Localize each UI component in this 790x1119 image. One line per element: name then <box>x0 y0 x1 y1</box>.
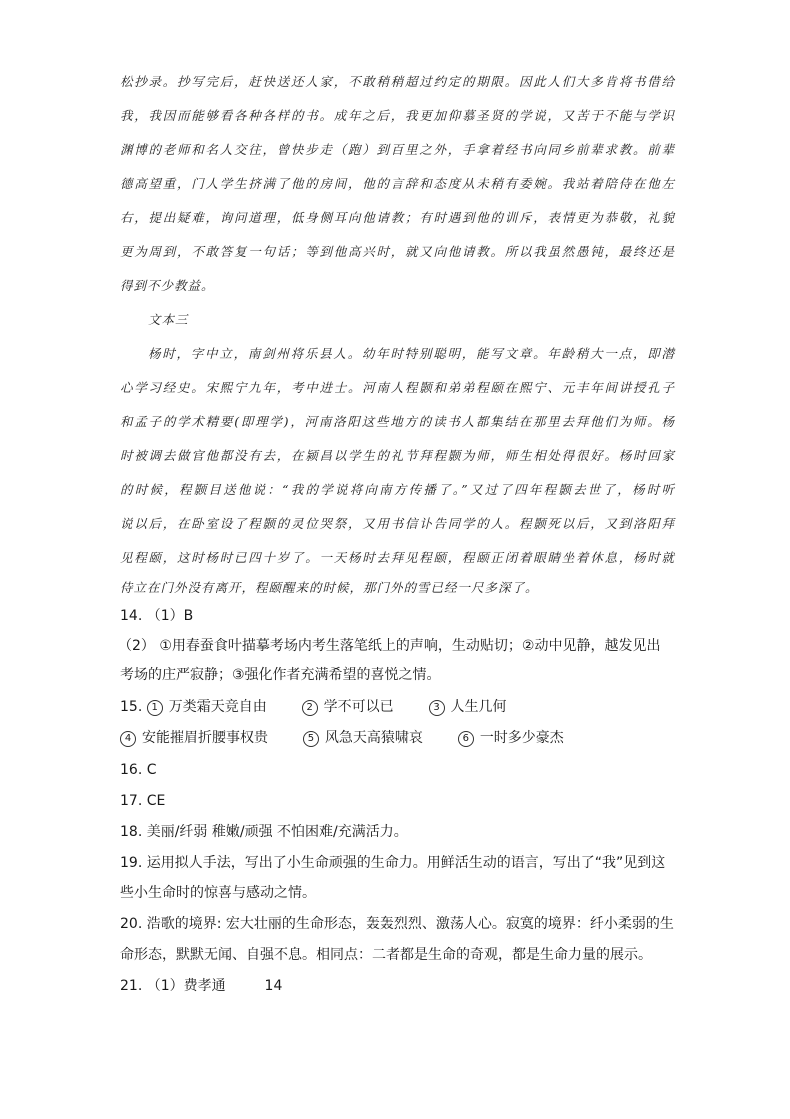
answer-17: 17. CE <box>120 793 166 809</box>
answer-21-label: 21. （1）费孝通 <box>120 978 226 994</box>
answer-14-1: 14. （1）B <box>120 608 194 624</box>
answer-21-number: 14 <box>264 978 283 994</box>
answer-15-item: 安能摧眉折腰事权贵 <box>142 730 268 746</box>
item-number: 3 <box>429 700 445 716</box>
text2-line: 右，提出疑难，询问道理，低身侧耳向他请教；有时遇到他的训斥，表情更为恭敬，礼貌 <box>120 210 675 225</box>
item-number: 5 <box>303 731 319 747</box>
answer-14-2-line2: 考场的庄严寂静；③强化作者充满希望的喜悦之情。 <box>120 667 441 683</box>
text2-line: 松抄录。抄写完后，赶快送还人家，不敢稍稍超过约定的期限。因此人们大多肯将书借给 <box>120 74 675 89</box>
answer-15-row2 <box>120 728 564 748</box>
answer-19-line2: 些小生命时的惊喜与感动之情。 <box>120 885 316 901</box>
text3-line: 见程颐，这时杨时已四十岁了。一天杨时去拜见程颐，程颐正闭着眼睛坐着休息，杨时就 <box>120 550 675 565</box>
answer-20-line1: 20. 浩歌的境界: 宏大壮丽的生命形态，轰轰烈烈、激荡人心。寂寞的境界：纤小柔弱的生 <box>120 916 674 932</box>
text3-line: 时被调去做官他都没有去，在颍昌以学生的礼节拜程颢为师，师生相处得很好。杨时回家 <box>120 448 675 463</box>
text3-line: 说以后，在卧室设了程颢的灵位哭祭，又用书信讣告同学的人。程颢死以后，又到洛阳拜 <box>120 516 675 531</box>
answer-15-row1 <box>120 697 507 717</box>
answer-15-item: 风急天高猿啸哀 <box>324 730 423 746</box>
text3-line: 心学习经史。宋熙宁九年，考中进士。河南人程颢和弟弟程颐在熙宁、元丰年间讲授孔子 <box>120 380 675 395</box>
answer-21 <box>120 976 282 996</box>
answer-14-2-line1: （2） ①用春蚕食叶描摹考场内考生落笔纸上的声响，生动贴切；②动中见静，越发见出 <box>118 638 661 654</box>
text3-line: 的时候，程颢目送他说：“我的学说将向南方传播了。”又过了四年程颢去世了，杨时听 <box>120 482 675 497</box>
text2-line: 我，我因而能够看各种各样的书。成年之后，我更加仰慕圣贤的学说，又苦于不能与学识 <box>120 108 675 123</box>
answer-20-line2: 命形态，默默无闻、自强不息。相同点：二者都是生命的奇观，都是生命力量的展示。 <box>120 947 652 963</box>
text2-line: 德高望重，门人学生挤满了他的房间，他的言辞和态度从未稍有委婉。我站着陪侍在他左 <box>120 176 675 191</box>
text3-line: 侍立在门外没有离开，程颐醒来的时候，那门外的雪已经一尺多深了。 <box>120 580 539 595</box>
item-number: 4 <box>120 731 136 747</box>
answer-15-label: 15. <box>120 699 143 715</box>
answer-18: 18. 美丽/纤弱 稚嫩/顽强 不怕困难/充满活力。 <box>120 824 408 840</box>
answer-15-item: 学不可以已 <box>323 699 394 715</box>
text2-line: 渊博的老师和名人交往，曾快步走（跑）到百里之外，手拿着经书向同乡前辈求教。前辈 <box>120 142 675 157</box>
text2-line: 更为周到，不敢答复一句话；等到他高兴时，就又向他请教。所以我虽然愚钝，最终还是 <box>120 244 675 259</box>
item-number: 1 <box>147 700 163 716</box>
item-number: 6 <box>458 731 474 747</box>
answer-15-item: 万类霜天竞自由 <box>168 699 267 715</box>
text2-line: 得到不少教益。 <box>120 278 215 293</box>
text3-heading: 文本三 <box>148 312 189 327</box>
answer-15-item: 一时多少豪杰 <box>479 730 564 746</box>
answer-15-item: 人生几何 <box>450 699 507 715</box>
text3-line: 杨时，字中立，南剑州将乐县人。幼年时特别聪明，能写文章。年龄稍大一点，即潜 <box>148 346 675 361</box>
text3-line: 和孟子的学术精要(即理学)，河南洛阳这些地方的读书人都集结在那里去拜他们为师。杨 <box>120 414 675 429</box>
answer-16: 16. C <box>120 762 157 778</box>
item-number: 2 <box>302 700 318 716</box>
answer-19-line1: 19. 运用拟人手法，写出了小生命顽强的生命力。用鲜活生动的语言，写出了“我”见到这 <box>120 855 666 871</box>
